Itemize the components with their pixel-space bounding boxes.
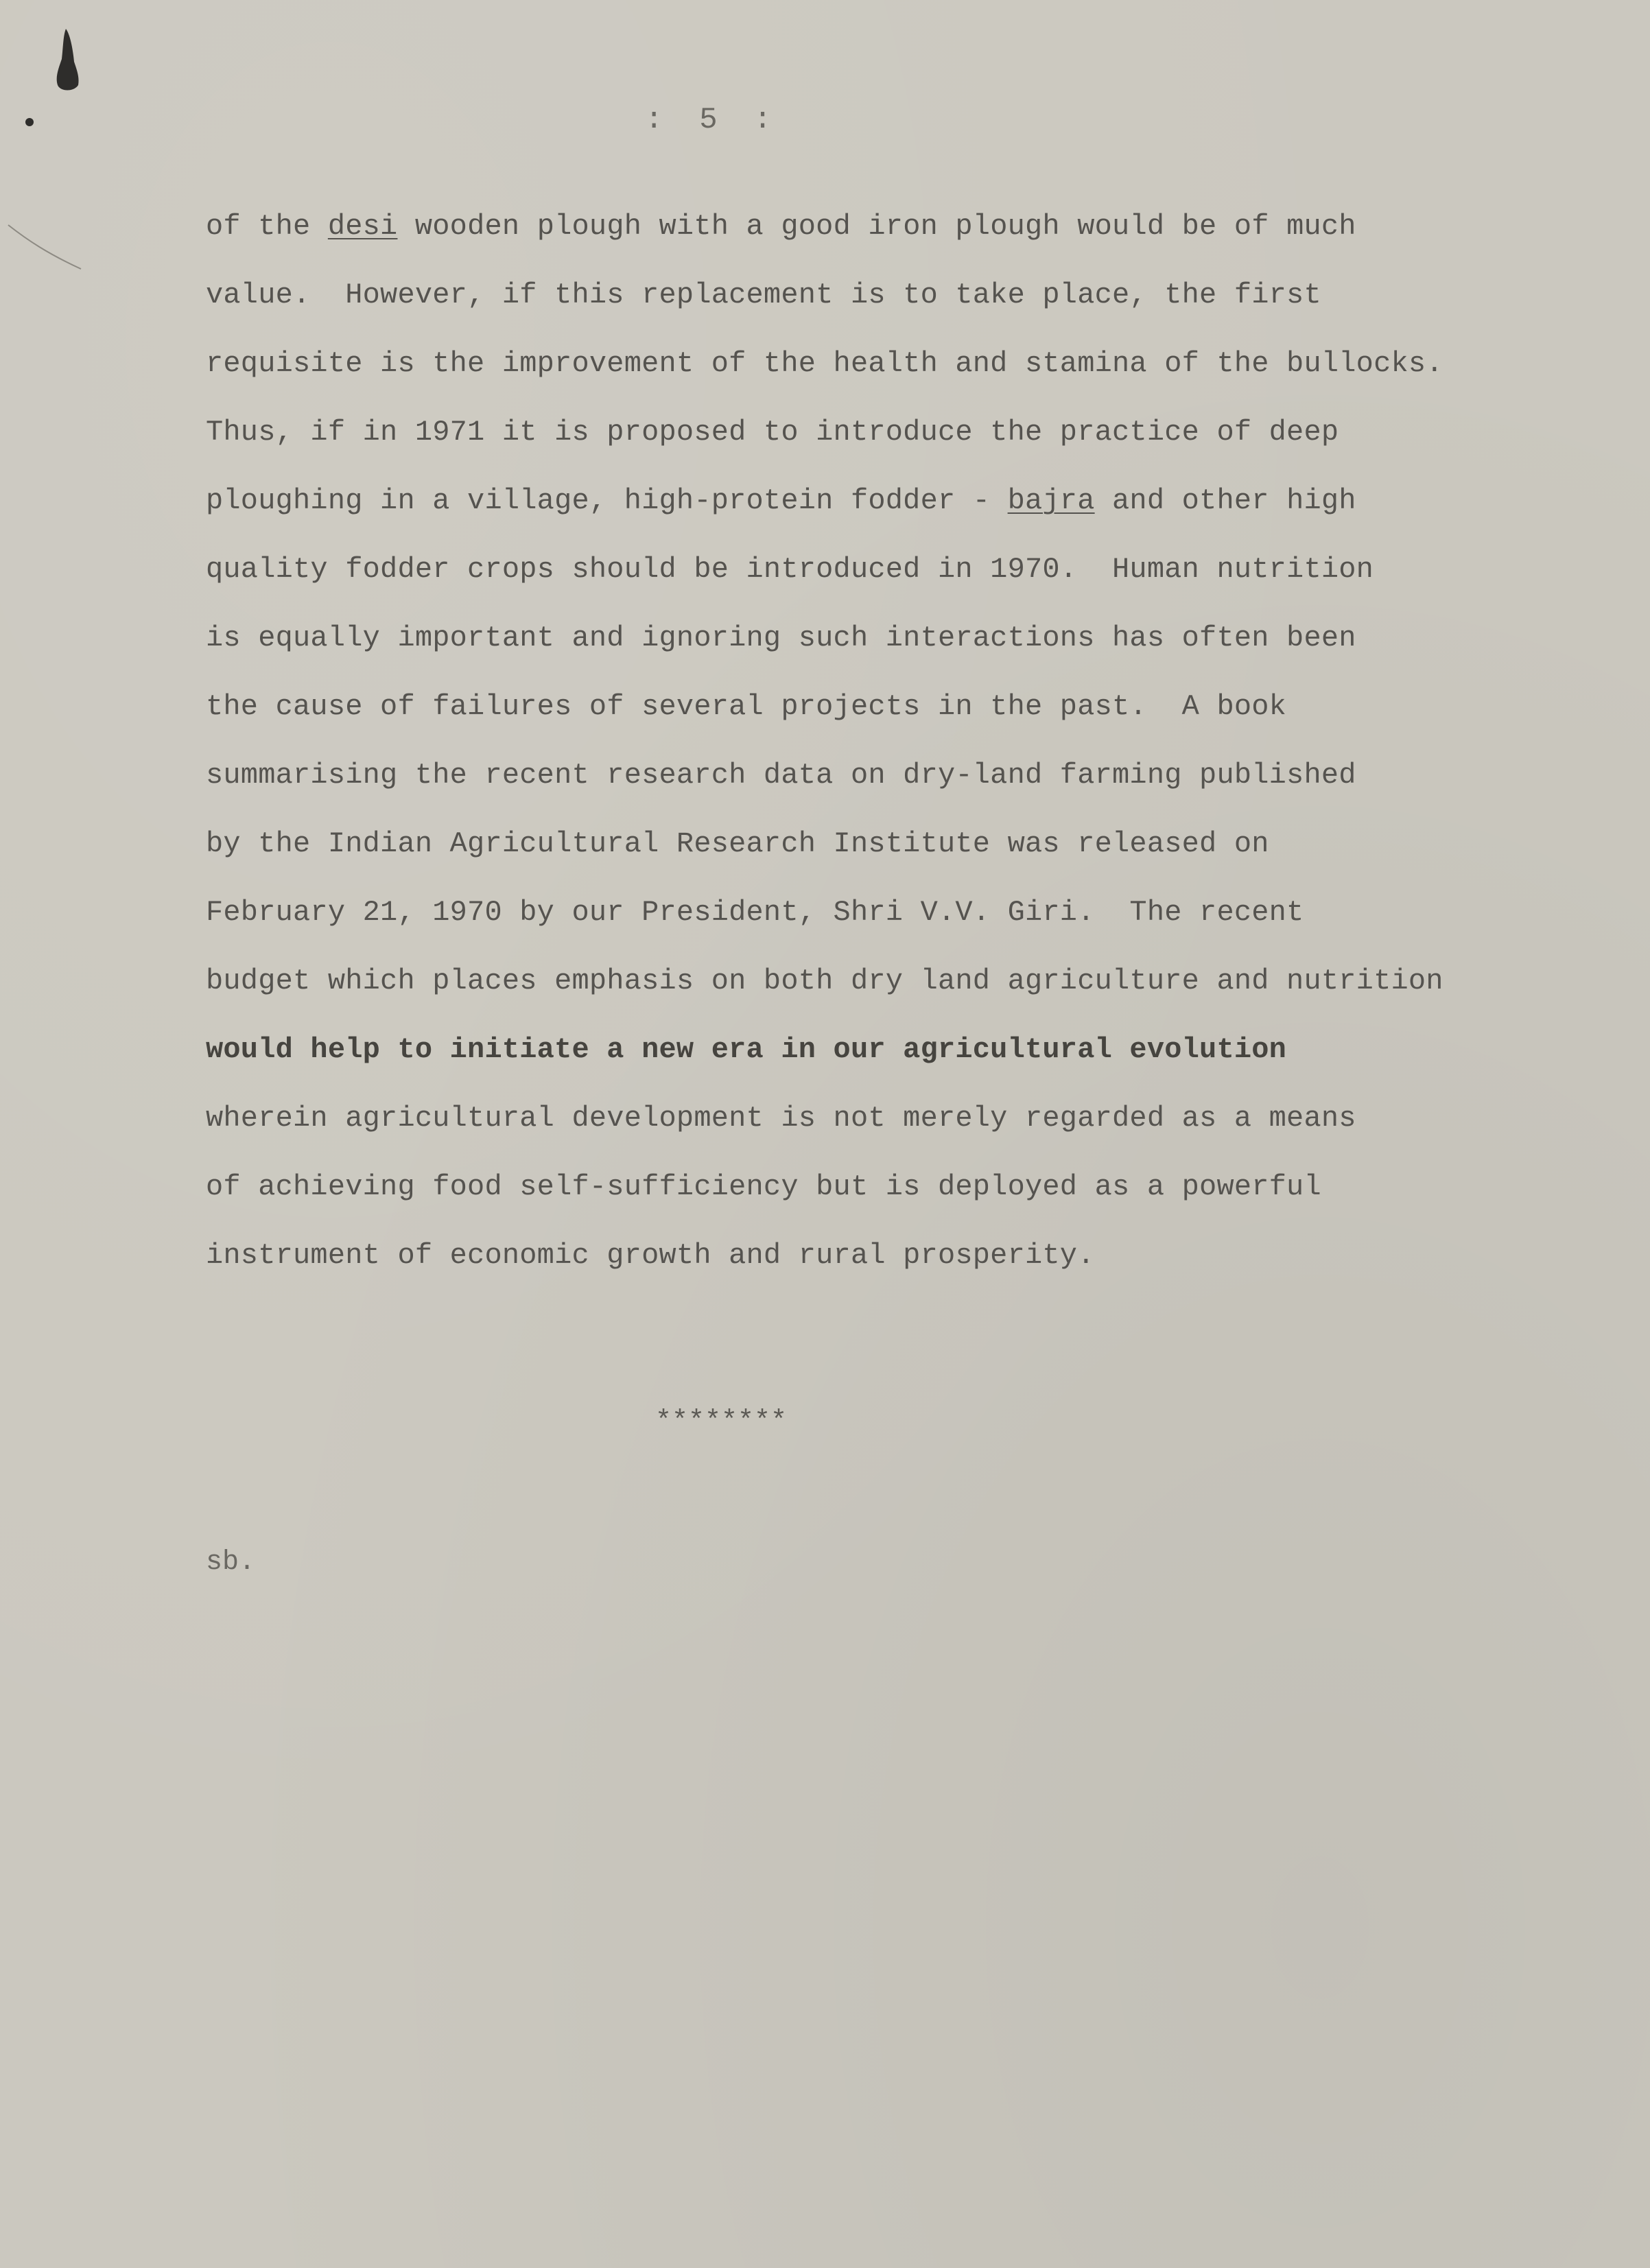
text-line: budget which places emphasis on both dry land agriculture and nutrition <box>206 965 1443 997</box>
text-line: requisite is the improvement of the health and stamina of the bullocks. <box>206 347 1443 380</box>
text-line: is equally important and ignoring such interactions has often been <box>206 622 1356 654</box>
edge-scuff-mark <box>7 220 82 274</box>
ink-dot-mark <box>24 117 35 128</box>
text-line: Thus, if in 1971 it is proposed to introduce the practice of deep <box>206 416 1339 449</box>
emphasized-text-line: would help to initiate a new era in our agricultural evolution <box>206 1033 1287 1066</box>
text-line: ploughing in a village, high-protein fodder - bajra and other high <box>206 484 1356 517</box>
text-line: value. However, if this replacement is to take place, the first <box>206 279 1321 311</box>
typist-initials: sb. <box>206 1547 256 1578</box>
text-line: of achieving food self-sufficiency but is deployed as a powerful <box>206 1170 1321 1203</box>
body-paragraph <box>206 206 1509 1303</box>
ink-blot-mark <box>54 27 81 93</box>
text-line: quality fodder crops should be introduced in 1970. Human nutrition <box>206 553 1374 586</box>
underlined-word: bajra <box>1007 484 1095 517</box>
text-line: of the desi wooden plough with a good iron plough would be of much <box>206 210 1356 243</box>
underlined-word: desi <box>327 210 398 243</box>
text-line: instrument of economic growth and rural prosperity. <box>206 1239 1095 1272</box>
text-line: February 21, 1970 by our President, Shri V.V. Giri. The recent <box>206 896 1304 929</box>
page-number: : 5 : <box>645 103 772 137</box>
asterisk-separator: ******** <box>655 1406 788 1437</box>
text-line: the cause of failures of several projects in the past. A book <box>206 690 1287 723</box>
text-line: wherein agricultural development is not merely regarded as a means <box>206 1102 1356 1135</box>
text-line: summarising the recent research data on dry-land farming published <box>206 759 1356 792</box>
text-line: by the Indian Agricultural Research Institute was released on <box>206 827 1269 860</box>
